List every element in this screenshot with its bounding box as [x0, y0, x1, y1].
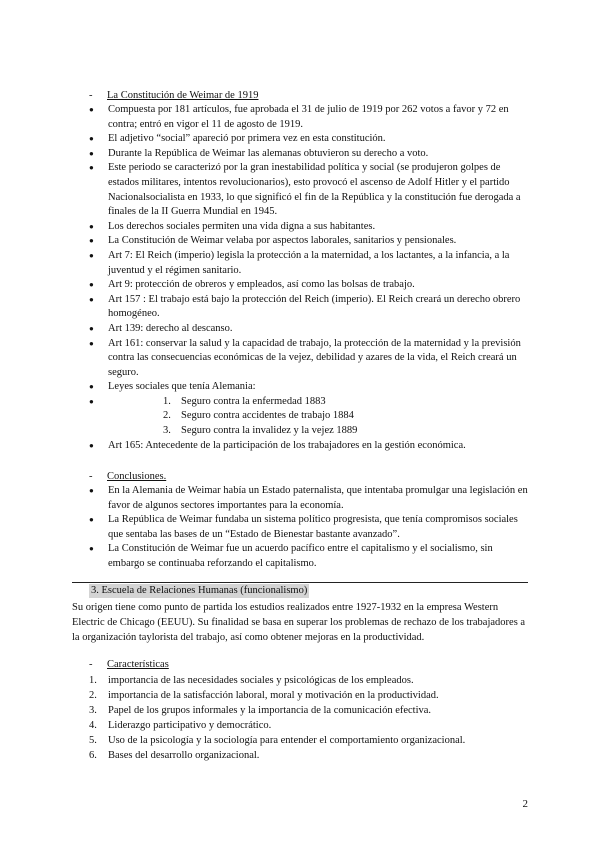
list-item: ● La República de Weimar fundaba un sistema político progresista, que tenía compromisos sociales que sentaba las bases de un “Estado de Bienestar bastante avanzado”.: [89, 513, 529, 542]
item-text: importancia de la satisfacción laboral, moral y motivación en la productividad.: [108, 690, 439, 701]
item-text: Bases del desarrollo organizacional.: [108, 750, 260, 761]
list-item: ● Art 157 : El trabajo está bajo la protección del Reich (imperio). El Reich creará un derecho obrero homogéneo.: [89, 293, 529, 322]
item-number: 3.: [89, 705, 97, 716]
list-item: ● Art 161: conservar la salud y la capacidad de trabajo, la protección de la maternidad y la previsión contra las consecuencias económicas de la vejez, debilidad y azares de la vida, el Reich creará un seguro.: [89, 337, 529, 381]
sub-item-text: Seguro contra la enfermedad 1883: [181, 395, 326, 407]
section-title: 3. Escuela de Relaciones Humanas (funcionalismo): [91, 585, 308, 596]
list-item: ● La Constitución de Weimar fue un acuerdo pacífico entre el capitalismo y el socialismo, sin embargo se continuaba reforzando el capitalismo.: [89, 542, 529, 571]
list-item: ● En la Alemania de Weimar había un Estado paternalista, que intentaba promulgar una legislación en favor de algunos sectores importantes para la economía.: [89, 484, 529, 513]
social-laws-sublist: [89, 395, 529, 439]
item-text: Papel de los grupos informales y la importancia de la comunicación efectiva.: [108, 705, 432, 716]
item-text: Uso de la psicología y la sociología para entender el comportamiento organizacional.: [108, 735, 466, 746]
intro-paragraph: Su origen tiene como punto de partida los estudios realizados entre 1927-1932 en la empresa Western Electric de Chicago (EEUU). Su finalidad se basa en superar los problemas de rechazo de los trabajadores a la organización taylorista del trabajo, así como obtener mejoras en la productividad.: [72, 602, 526, 643]
caracteristicas-list: [89, 673, 529, 763]
page-number: 2: [522, 798, 528, 810]
list-item: ● Durante la República de Weimar las alemanas obtuvieron su derecho a voto.: [89, 147, 529, 162]
sub-list-item: [89, 395, 529, 410]
list-item: ● Art 165: Antecedente de la participación de los trabajadores en la gestión económica.: [89, 439, 529, 454]
numbered-item: [89, 748, 529, 763]
list-item: ● Art 9: protección de obreros y empleados, así como las bolsas de trabajo.: [89, 278, 529, 293]
item-number: 2.: [89, 690, 97, 701]
item-number: 5.: [89, 735, 97, 746]
sub-list-container: [89, 395, 529, 439]
item-text: Liderazgo participativo y democrático.: [108, 720, 272, 731]
numbered-item: [89, 718, 529, 733]
list-item: ● Los derechos sociales permiten una vida digna a sus habitantes.: [89, 220, 529, 235]
list-item: ● Art 139: derecho al descanso.: [89, 322, 529, 337]
list-item: ● Compuesta por 181 artículos, fue aprobada el 31 de julio de 1919 por 262 votos a favor y 72 en contra; entró en vigor el 11 de agosto de 1919.: [89, 103, 529, 132]
item-text: importancia de las necesidades sociales y psicológicas de los empleados.: [108, 675, 414, 686]
item-number: 4.: [89, 720, 97, 731]
list-item: ● Art 7: El Reich (imperio) legisla la protección a la maternidad, a los lactantes, a la infancia, a la juventud y el régimen sanitario.: [89, 249, 529, 278]
sub-item-number: 3.: [163, 425, 171, 437]
weimar-bullet-list: [89, 103, 529, 453]
weimar-heading-text: La Constitución de Weimar de 1919: [107, 90, 259, 101]
sub-item-number: 2.: [163, 410, 171, 422]
conclusiones-heading: - Conclusiones.: [89, 471, 167, 482]
caracteristicas-heading: - Características: [89, 659, 169, 670]
numbered-item: [89, 703, 529, 718]
section-divider: [72, 582, 528, 583]
sub-item-text: Seguro contra la invalidez y la vejez 1889: [181, 425, 358, 437]
list-item: ● El adjetivo “social” apareció por primera vez en esta constitución.: [89, 132, 529, 147]
list-item: ● Este periodo se caracterizó por la gran inestabilidad política y social (se produjeron golpes de estados militares, intentos revolucionarios), esto provocó el ascenso de Adolf Hitler y el partido Nacionalsocialista en 1933, lo que significó el fin de la República y la constitución fue derogada a finales de la II Guerra Mundial en 1945.: [89, 161, 529, 219]
sub-list-item: [89, 409, 529, 424]
list-item: ● La Constitución de Weimar velaba por aspectos laborales, sanitarios y pensionales.: [89, 234, 529, 249]
numbered-item: [89, 673, 529, 688]
numbered-item: [89, 733, 529, 748]
numbered-item: [89, 688, 529, 703]
conclusiones-heading-text: Conclusiones.: [107, 471, 167, 482]
weimar-heading: - La Constitución de Weimar de 1919: [89, 90, 259, 101]
item-number: 6.: [89, 750, 97, 761]
caracteristicas-heading-text: Características: [107, 659, 169, 670]
list-item: ● Leyes sociales que tenía Alemania:: [89, 380, 529, 395]
item-number: 1.: [89, 675, 97, 686]
sub-item-text: Seguro contra accidentes de trabajo 1884: [181, 410, 354, 422]
sub-item-number: 1.: [163, 395, 171, 407]
conclusiones-bullet-list: [89, 484, 529, 572]
sub-list-item: [89, 424, 529, 439]
